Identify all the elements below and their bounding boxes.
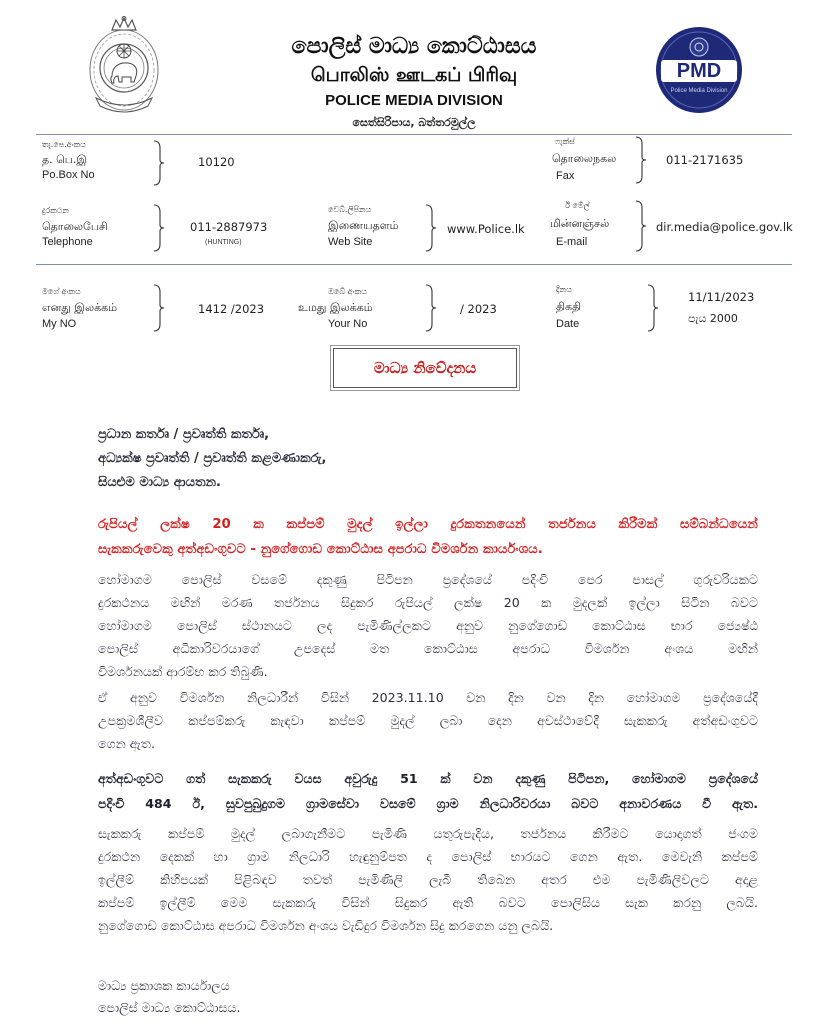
email-label-en: E-mail — [556, 236, 588, 248]
myno-value: 1412 /2023 — [198, 302, 265, 316]
telephone-label-ta: தொலைபேசி — [42, 220, 108, 233]
date-label-ta: திகதி — [556, 300, 582, 313]
pobox-label-si: තැ.පෙ.අංකය — [42, 140, 86, 149]
headline-line: රුපියල් ලක්ෂ 20 ක කප්පම් මුදල් ඉල්ලා දුරකතනයෙන් තර්ජනය කිරීමක් සම්බන්ධයෙන් — [98, 517, 758, 532]
fax-label-si: ෆැක්ස් — [555, 137, 575, 146]
paragraph-line: පොලිස් අධිකාරිවරයාගේ උපදෙස් මත කොට්ඨාස අපරාධ විමර්ශන අංශය මඟින් — [98, 641, 758, 656]
pmd-logo — [655, 26, 743, 114]
email-label-si: ඊ මේල් — [565, 201, 590, 210]
contacts-divider — [36, 264, 792, 265]
division-title-english: POLICE MEDIA DIVISION — [325, 92, 503, 109]
pobox-brace — [152, 140, 166, 186]
yourno-label-si: ඔබේ අංකය — [328, 287, 367, 296]
website-brace — [424, 204, 438, 252]
division-address: සෙත්සිරිපාය, බත්තරමුල්ල — [352, 116, 476, 129]
website-label-si: වෙබ්.ලිපිනය — [328, 205, 372, 214]
paragraph-line: අත්අඩංගුවට ගත් සැකකරු වයස අවුරුදු 51 ක් වන දකුණු පිටිපන, හෝමාගම ප්‍රදේශයේ — [98, 771, 758, 786]
paragraph-line: පදිංචි 484 ඊ, සුවපුබුදුගම ග්‍රාමසේවා වසමේ ග්‍රාම නිලධාරිවරයා බවට අනාවරණය වී ඇත. — [98, 796, 758, 811]
paragraph-line: විමර්ශනයක් ආරම්භ කර තිබුණි. — [98, 664, 268, 679]
pmd-logo-subtext: Police Media Division — [670, 88, 728, 94]
fax-value: 011-2171635 — [666, 153, 744, 167]
telephone-label-en: Telephone — [42, 236, 93, 248]
telephone-value: 011-2887973 — [190, 220, 268, 234]
signature-line: මාධ්‍ය ප්‍රකාශක කාර්යාලය — [98, 978, 230, 993]
pobox-label-en: Po.Box No — [42, 169, 95, 181]
yourno-brace — [424, 284, 438, 332]
email-brace — [634, 200, 648, 252]
paragraph-line: හෝමාගම පොලිස් ස්ථානයට ලද පැමිණිල්ලකට අනුව නුගේගොඩ කොට්ඨාස භාර ජ්‍යෙෂ්ඨ — [98, 618, 758, 633]
yourno-label-ta: உமது இலக்கம் — [298, 301, 373, 314]
paragraph-line: දුරකථනය මඟින් මරණ තර්ජනය සිදුකර රුපියල් ලක්ෂ 20 ක මුදලක් ඉල්ලා සිටින බවට — [98, 595, 758, 610]
pobox-value: 10120 — [198, 155, 235, 169]
release-title: මාධ්‍ය නිවේදනය — [373, 359, 477, 377]
pmd-logo-text: PMD — [676, 60, 722, 82]
paragraph-line: නුගේගොඩ කොට්ඨාස අපරාධ විමර්ශන අංශය වැඩිදුර විමර්ශන සිදු කරගෙන යනු ලබයි. — [98, 918, 554, 933]
addressee-line: සියළුම මාධ්‍ය ආයතන. — [98, 475, 221, 490]
website-label-ta: இணையதளம் — [328, 219, 399, 232]
date-label-si: දිනය — [556, 285, 572, 294]
release-title-box — [333, 348, 517, 388]
myno-label-ta: எனது இலக்கம் — [42, 301, 118, 314]
paragraph-3 — [98, 766, 758, 816]
email-label-ta: மின்னஞ்சல் — [550, 217, 610, 230]
paragraph-line: සැකකරු කප්පම් මුදල් ලබාගැනීමට පැමිණි යතුරුපැදිය, තර්ජනය කිරීමට යොදාගත් ජංගම — [98, 826, 758, 841]
paragraph-line: හෝමාගම පොලිස් වසමේ දකුණු පිටිපන ප්‍රදේශයේ පදිංචි පෙර පාසල් ගුරුවරියකට — [98, 572, 758, 587]
paragraph-line: ඒ අනුව විමර්ශන නිලධාරීන් විසින් 2023.11.10 වන දින වන දින හෝමාගම ප්‍රදේශයේදී — [98, 690, 758, 705]
fax-brace — [634, 136, 648, 184]
paragraph-line: උපක්‍රමශීලීව කප්පම්කරු කැඳවා කප්පම් මුදල් ලබා දෙන අවස්ථාවේදී සැකකරු අත්අඩංගුවට — [98, 713, 758, 728]
date-label-en: Date — [556, 318, 580, 330]
paragraph-line: ගෙන ඇත. — [98, 736, 155, 751]
addressee-line: අධ්‍යක්ෂ ප්‍රවෘත්ති / ප්‍රවෘත්ති කළමණාකරු, — [98, 451, 327, 466]
yourno-value: / 2023 — [460, 302, 497, 316]
headline-line: සැකකරුවෙකු අත්අඩංගුවට - නුගේගොඩ කොට්ඨාස අපරාධ විමර්ශන කාර්යංශය. — [98, 542, 543, 557]
header-divider — [36, 134, 792, 135]
date-value: 11/11/2023 — [688, 290, 755, 304]
myno-brace — [152, 284, 166, 332]
date-brace — [646, 284, 660, 332]
telephone-value-note: (HUNTING) — [205, 239, 242, 246]
fax-label-en: Fax — [556, 170, 575, 182]
headline — [98, 512, 758, 562]
paragraph-2 — [98, 686, 758, 755]
yourno-label-en: Your No — [328, 318, 368, 330]
division-title-tamil: பொலிஸ் ஊடகப் பிரிவு — [310, 64, 518, 86]
paragraph-line: කප්පම් ඉල්ලීම් මෙම සැකකරු විසින් සිදුකර ඇති බවට පොලිසිය සැක කරනු ලබයි. — [98, 895, 758, 910]
addressee-line: ප්‍රධාන කර්තෘ / ප්‍රවෘත්ති කර්තෘ, — [98, 427, 270, 442]
fax-label-ta: தொலைநகல — [552, 152, 617, 165]
signature-line: පොලිස් මාධ්‍ය කොට්ඨාසය. — [98, 1000, 241, 1015]
website-label-en: Web Site — [328, 236, 373, 248]
paragraph-line: ඉල්ලීම් කිහිපයක් පිළිබඳව තවත් පැමිණිලි ලැබී තිබෙන අතර එම පැමිණිලිවලට අදාළ — [98, 872, 758, 887]
pobox-label-ta: த. பெ.இ — [42, 153, 88, 166]
division-title-sinhala: පොලිස් මාධ්‍ය කොට්ඨාසය — [291, 34, 537, 59]
website-value[interactable]: www.Police.lk — [447, 222, 525, 236]
telephone-label-si: දුරකථන — [42, 206, 69, 215]
paragraph-4 — [98, 822, 758, 937]
date-time: පැය 2000 — [688, 312, 738, 325]
paragraph-1 — [98, 568, 758, 683]
myno-label-en: My NO — [42, 318, 77, 330]
paragraph-line: දුරකථන දෙකක් හා ග්‍රාම නිලධාරි හැඳුනුම්පත ද පොලිස් භාරයට ගෙන ඇත. මෙවැනි කප්පම් — [98, 849, 758, 864]
myno-label-si: මගේ අංකය — [42, 287, 81, 296]
email-value[interactable]: dir.media@police.gov.lk — [656, 220, 793, 234]
telephone-brace — [152, 204, 166, 252]
